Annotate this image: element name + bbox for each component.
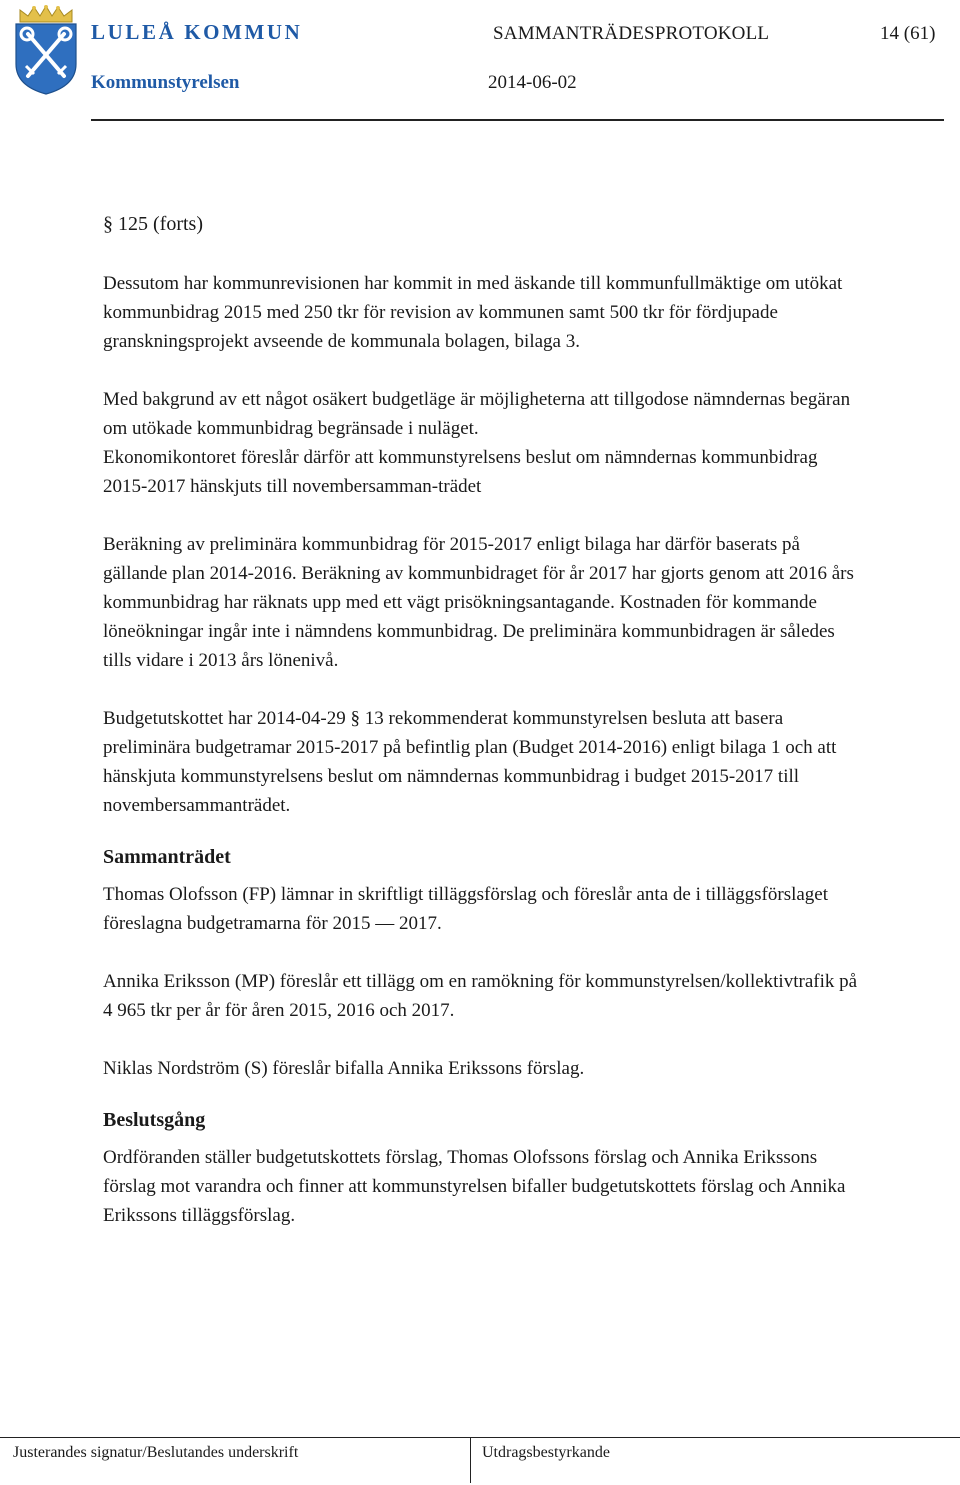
lulea-coat-of-arms-icon	[12, 4, 80, 96]
footer-column-divider	[470, 1438, 471, 1483]
meeting-date: 2014-06-02	[488, 72, 577, 93]
paragraph-budget-situation: Med bakgrund av ett något osäkert budgetläge är möjligheterna att tillgodose nämndernas begäran om utökade kommunbidrag begränsade i nuläget.	[103, 389, 851, 439]
document-body	[103, 209, 863, 1230]
paragraph-olofsson-proposal: Thomas Olofsson (FP) lämnar in skriftligt tilläggsförslag och föreslår anta de i tilläggsförslaget föreslagna budgetramarna för 2015 — 2017.	[103, 884, 829, 934]
extract-label: Utdragsbestyrkande	[482, 1444, 610, 1461]
section-number: 125 (forts)	[118, 213, 203, 235]
page-number: 14 (61)	[880, 23, 936, 44]
footer-divider	[0, 1437, 960, 1438]
paragraph-eriksson-proposal: Annika Eriksson (MP) föreslår ett tillägg om en ramökning för kommunstyrelsen/kollektivtrafik på 4 965 tkr per år för åren 2015, 2016 och 2017.	[103, 971, 858, 1021]
department-name: Kommunstyrelsen	[91, 72, 240, 93]
section-mark: §	[103, 213, 113, 235]
paragraph-budget-committee-rest: 13 rekommenderat kommunstyrelsen besluta att basera preliminära budgetramar 2015-2017 på befintlig plan (Budget 2014-2016) enligt bilaga 1 och att hänskjuta kommunstyrelsens beslut om nämndernas kommunbidrag i budget 2015-2017 till novembersammanträdet.	[103, 708, 837, 816]
signature-label: Justerandes signatur/Beslutandes underskrift	[13, 1444, 299, 1461]
document-type: SAMMANTRÄDESPROTOKOLL	[493, 23, 770, 44]
heading-meeting: Sammanträdet	[103, 846, 231, 868]
paragraph-calculation: Beräkning av preliminära kommunbidrag för 2015-2017 enligt bilaga har därför baserats på gällande plan 2014-2016. Beräkning av kommunbidraget för år 2017 har gjorts genom att 2016 års kommunbidrag har räknats upp med ett vägt prisökningsantagande. Kostnaden för kommande löneökningar ingår inte i nämndens kommunbidrag. De preliminära kommunbidragen är således tills vidare i 2013 års lönenivå.	[103, 534, 854, 671]
paragraph-decision: Ordföranden ställer budgetutskottets förslag, Thomas Olofssons förslag och Annika Erikssons förslag mot varandra och finner att kommunstyrelsen bifaller budgetutskottets förslag och Annika Erikssons tilläggsförslag.	[103, 1147, 846, 1226]
paragraph-budget-committee	[103, 704, 863, 820]
paragraph-nordstrom-proposal: Niklas Nordström (S) föreslår bifalla Annika Erikssons förslag.	[103, 1058, 585, 1079]
organization-name: LULEÅ KOMMUN	[91, 20, 303, 44]
header-divider	[91, 119, 944, 121]
paragraph-revision-request: Dessutom har kommunrevisionen har kommit in med äskande till kommunfullmäktige om utökat kommunbidrag 2015 med 250 tkr för revision av kommunen samt 500 tkr för fördjupade granskningsprojekt avseende de kommunala bolagen, bilaga 3.	[103, 273, 843, 352]
paragraph-budget-committee-start: Budgetutskottet har 2014-04-29	[103, 708, 346, 729]
heading-decision: Beslutsgång	[103, 1109, 206, 1131]
section-mark-inline: §	[350, 708, 360, 729]
section-title	[103, 209, 863, 239]
paragraph-finance-office-proposal: Ekonomikontoret föreslår därför att kommunstyrelsens beslut om nämndernas kommunbidrag 2015-2017 hänskjuts till novembersamman-trädet	[103, 447, 818, 497]
